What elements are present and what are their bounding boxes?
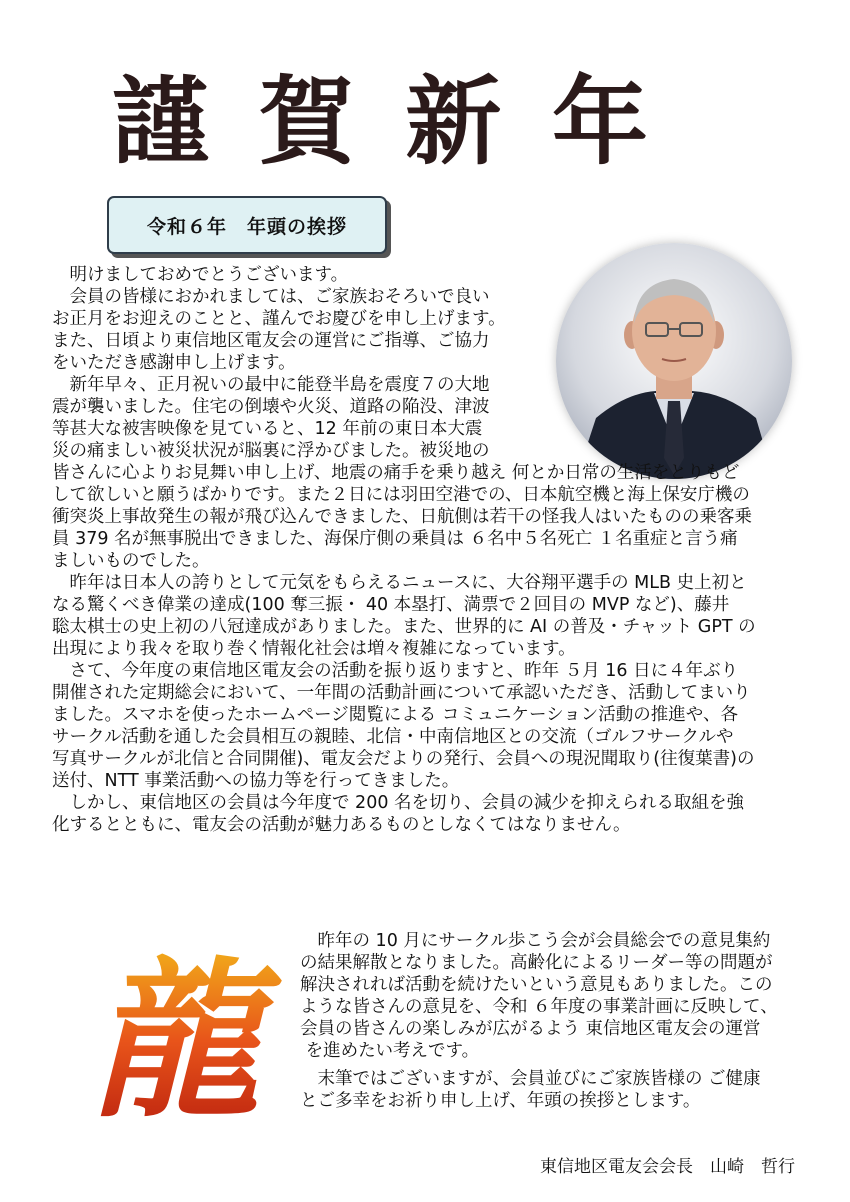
body-line: 災の痛ましい被災状況が脳裏に浮かびました。被災地の bbox=[52, 441, 490, 461]
body-line: お正月をお迎えのことと、謹んでお慶びを申し上げます。 bbox=[52, 309, 506, 329]
body-line: 出現により我々を取り巻く情報化社会は増々複雑になっています。 bbox=[52, 639, 576, 659]
closing-line: 解決されれば活動を続けたいという意見もありました。この bbox=[300, 975, 773, 995]
body-line: ました。スマホを使ったホームページ閲覧による コミュニケーション活動の推進や、各 bbox=[52, 705, 738, 725]
body-line: また、日頃より東信地区電友会の運営にご指導、ご協力 bbox=[52, 331, 490, 351]
body-line: 開催された定期総会において、一年間の活動計画について承認いただき、活動してまいり bbox=[52, 683, 751, 703]
closing-line: 末筆ではございますが、会員並びにご家族皆様の ご健康 bbox=[300, 1069, 761, 1089]
closing-line: 昨年の 10 月にサークル歩こう会が会員総会での意見集約 bbox=[300, 931, 771, 951]
signature: 東信地区電友会会長 山崎 哲行 bbox=[540, 1157, 795, 1177]
closing-line: 会員の皆さんの楽しみが広がるよう 東信地区電友会の運営 bbox=[300, 1019, 761, 1039]
body-line: 昨年は日本人の誇りとして元気をもらえるニュースに、大谷翔平選手の MLB 史上初と bbox=[52, 573, 747, 593]
body-line: 新年早々、正月祝いの最中に能登半島を震度７の大地 bbox=[52, 375, 490, 395]
person-portrait-icon bbox=[556, 243, 792, 479]
title-char-1: 謹 bbox=[112, 66, 208, 178]
page-title bbox=[100, 62, 660, 182]
body-line: 皆さんに心よりお見舞い申し上げ、地震の痛手を乗り越え 何とか日常の生活をとりもど bbox=[52, 463, 740, 483]
body-line: ましいものでした。 bbox=[52, 551, 210, 571]
body-line: 衝突炎上事故発生の報が飛び込んできました、日航側は若干の怪我人はいたものの乗客乗 bbox=[52, 507, 752, 527]
closing-line: ような皆さんの意見を、令和 ６年度の事業計画に反映して、 bbox=[300, 997, 778, 1017]
body-line: 化するとともに、電友会の活動が魅力あるものとしなくてはなりません。 bbox=[52, 815, 631, 835]
title-char-3: 新 bbox=[405, 66, 502, 178]
dragon-calligraphy bbox=[55, 940, 295, 1120]
body-line: 震が襲いました。住宅の倒壊や火災、道路の陥没、津波 bbox=[52, 397, 490, 417]
body-line: 送付、NTT 事業活動への協力等を行ってきました。 bbox=[52, 771, 460, 791]
body-line: しかし、東信地区の会員は今年度で 200 名を切り、会員の減少を抑えられる取組を強 bbox=[52, 793, 745, 813]
portrait-photo bbox=[556, 243, 792, 479]
body-line: をいただき感謝申し上げます。 bbox=[52, 353, 296, 373]
body-line: さて、今年度の東信地区電友会の活動を振り返りますと、昨年 ５月 16 日に４年ぶり bbox=[52, 661, 739, 681]
body-line: サークル活動を通した会員相互の親睦、北信・中南信地区との交流（ゴルフサークルや bbox=[52, 727, 734, 747]
body-line: 員 379 名が無事脱出できました、海保庁側の乗員は ６名中５名死亡 １名重症と言う痛 bbox=[52, 529, 738, 549]
closing-line: とご多幸をお祈り申し上げ、年頭の挨拶とします。 bbox=[300, 1091, 701, 1111]
title-char-2: 賀 bbox=[258, 66, 355, 178]
body-line: 明けましておめでとうございます。 bbox=[52, 265, 349, 285]
body-line: して欲しいと願うばかりです。また２日には羽田空港での、日本航空機と海上保安庁機の bbox=[52, 485, 750, 505]
closing-line: の結果解散となりました。高齢化によるリーダー等の問題が bbox=[300, 953, 773, 973]
body-line: 等甚大な被害映像を見ていると、12 年前の東日本大震 bbox=[52, 419, 483, 439]
closing-line: を進めたい考えです。 bbox=[300, 1041, 480, 1061]
body-line: 会員の皆様におかれましては、ご家族おそろいで良い bbox=[52, 287, 490, 307]
dragon-char: 龍 bbox=[89, 941, 261, 1120]
body-line: 聡太棋士の史上初の八冠達成がありました。また、世界的に AI の普及・チャット GPT の bbox=[52, 617, 756, 637]
section-heading: 令和６年 年頭の挨拶 bbox=[107, 196, 387, 254]
body-line: なる驚くべき偉業の達成(100 奪三振・ 40 本塁打、満票で２回目の MVP など)、藤井 bbox=[52, 595, 730, 615]
dragon-icon bbox=[55, 940, 295, 1120]
title-char-4: 年 bbox=[551, 66, 648, 178]
body-line: 写真サークルが北信と合同開催)、電友会だよりの発行、会員への現況聞取り(往復葉書)の bbox=[52, 749, 755, 769]
